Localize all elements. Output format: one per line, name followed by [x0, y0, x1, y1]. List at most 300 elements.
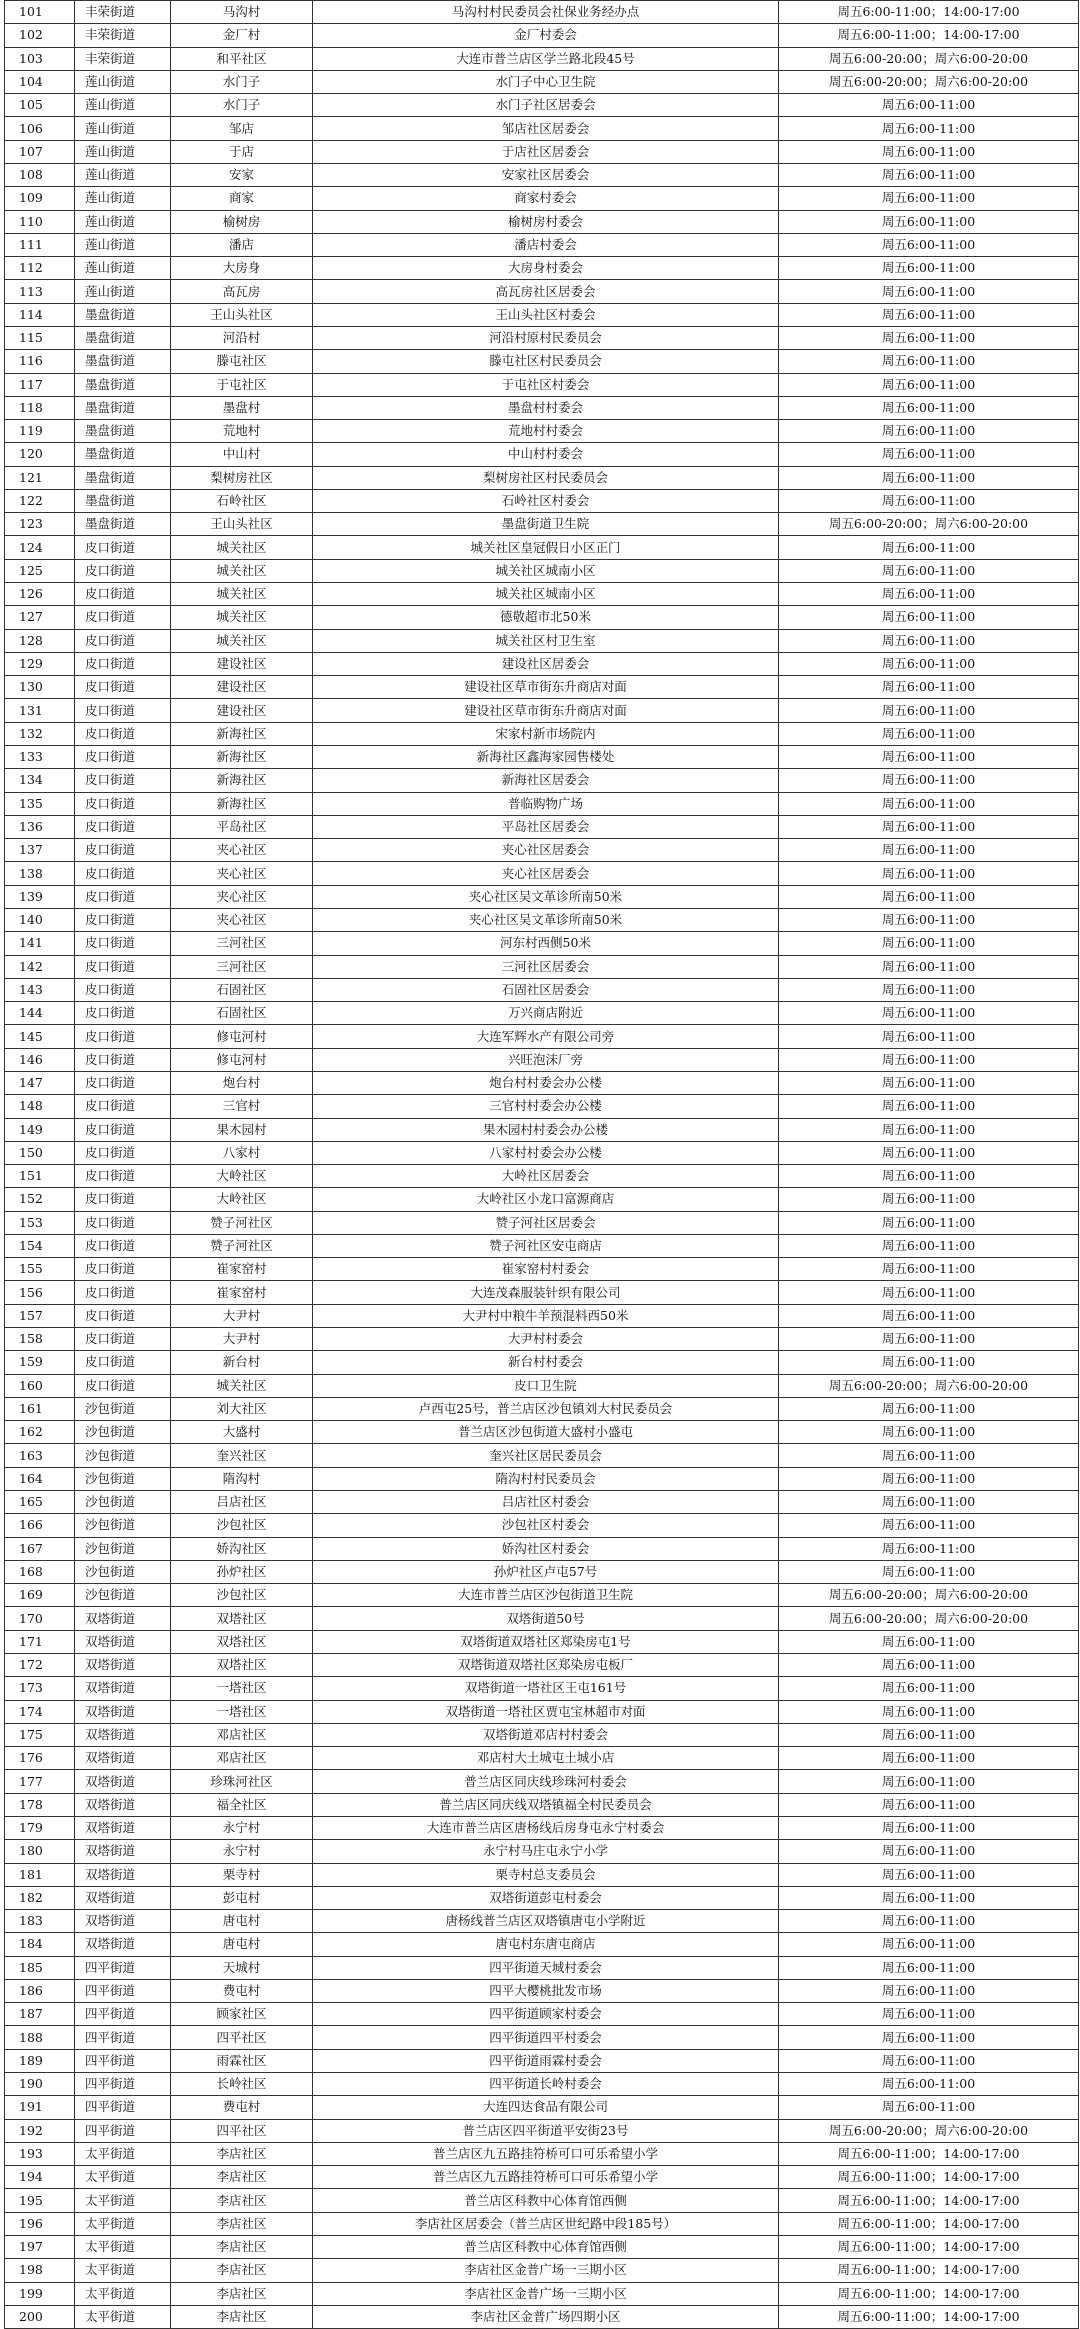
street-name-cell: 莲山街道: [75, 257, 171, 280]
open-hours-cell: 周五6:00-11:00: [779, 1933, 1079, 1956]
table-row: [5, 1, 1079, 24]
street-name-cell: 墨盘街道: [75, 420, 171, 443]
site-location-cell: 马沟村村民委员会社保业务经办点: [313, 1, 779, 24]
row-number-cell: 103: [5, 47, 75, 70]
open-hours-cell: 周五6:00-11:00: [779, 839, 1079, 862]
row-number-cell: 130: [5, 676, 75, 699]
street-name-cell: 双塔街道: [75, 1840, 171, 1863]
row-number-cell: 120: [5, 443, 75, 466]
open-hours-cell: 周五6:00-11:00: [779, 1793, 1079, 1816]
site-location-cell: 普兰店区同庆线珍珠河村委会: [313, 1770, 779, 1793]
table-row: [5, 513, 1079, 536]
open-hours-cell: 周五6:00-20:00；周六6:00-20:00: [779, 70, 1079, 93]
community-name-cell: 沙包社区: [171, 1514, 313, 1537]
community-name-cell: 唐屯村: [171, 1933, 313, 1956]
table-row: [5, 443, 1079, 466]
site-location-cell: 于店社区居委会: [313, 140, 779, 163]
row-number-cell: 184: [5, 1933, 75, 1956]
row-number-cell: 182: [5, 1886, 75, 1909]
site-location-cell: 三河社区居委会: [313, 955, 779, 978]
street-name-cell: 莲山街道: [75, 94, 171, 117]
row-number-cell: 174: [5, 1700, 75, 1723]
row-number-cell: 173: [5, 1677, 75, 1700]
street-name-cell: 墨盘街道: [75, 489, 171, 512]
site-location-cell: 四平街道长岭村委会: [313, 2073, 779, 2096]
site-location-cell: 兴旺泡沫厂旁: [313, 1048, 779, 1071]
street-name-cell: 沙包街道: [75, 1444, 171, 1467]
row-number-cell: 121: [5, 466, 75, 489]
table-row: [5, 233, 1079, 256]
site-location-cell: 大连四达食品有限公司: [313, 2096, 779, 2119]
open-hours-cell: 周五6:00-11:00: [779, 373, 1079, 396]
street-name-cell: 皮口街道: [75, 769, 171, 792]
community-name-cell: 永宁村: [171, 1840, 313, 1863]
open-hours-cell: 周五6:00-11:00: [779, 1863, 1079, 1886]
community-name-cell: 长岭社区: [171, 2073, 313, 2096]
community-name-cell: 大岭社区: [171, 1188, 313, 1211]
community-name-cell: 一塔社区: [171, 1700, 313, 1723]
row-number-cell: 108: [5, 163, 75, 186]
table-row: [5, 559, 1079, 582]
table-row: [5, 1351, 1079, 1374]
row-number-cell: 150: [5, 1141, 75, 1164]
row-number-cell: 140: [5, 908, 75, 931]
community-name-cell: 石岭社区: [171, 489, 313, 512]
row-number-cell: 147: [5, 1071, 75, 1094]
table-row: [5, 2073, 1079, 2096]
site-location-cell: 金厂村委会: [313, 24, 779, 47]
row-number-cell: 171: [5, 1630, 75, 1653]
row-number-cell: 142: [5, 955, 75, 978]
site-location-cell: 滕屯社区村民委员会: [313, 350, 779, 373]
street-name-cell: 皮口街道: [75, 1188, 171, 1211]
community-name-cell: 荒地村: [171, 420, 313, 443]
table-row: [5, 489, 1079, 512]
row-number-cell: 145: [5, 1025, 75, 1048]
site-location-cell: 李店社区居委会（普兰店区世纪路中段185号）: [313, 2212, 779, 2235]
table-row: [5, 2119, 1079, 2142]
street-name-cell: 沙包街道: [75, 1397, 171, 1420]
community-name-cell: 墨盘村: [171, 396, 313, 419]
table-row: [5, 1840, 1079, 1863]
street-name-cell: 皮口街道: [75, 1141, 171, 1164]
row-number-cell: 172: [5, 1653, 75, 1676]
open-hours-cell: 周五6:00-11:00；14:00-17:00: [779, 2236, 1079, 2259]
community-name-cell: 新台村: [171, 1351, 313, 1374]
community-name-cell: 李店社区: [171, 2259, 313, 2282]
site-location-cell: 墨盘街道卫生院: [313, 513, 779, 536]
street-name-cell: 双塔街道: [75, 1630, 171, 1653]
site-location-cell: 万兴商店附近: [313, 1002, 779, 1025]
community-name-cell: 中山村: [171, 443, 313, 466]
site-location-cell: 大尹村中粮牛羊预混料西50米: [313, 1304, 779, 1327]
row-number-cell: 124: [5, 536, 75, 559]
row-number-cell: 200: [5, 2305, 75, 2328]
site-location-cell: 荒地村村委会: [313, 420, 779, 443]
row-number-cell: 199: [5, 2282, 75, 2305]
site-location-cell: 果木园村村委会办公楼: [313, 1118, 779, 1141]
open-hours-cell: 周五6:00-11:00: [779, 1747, 1079, 1770]
street-name-cell: 皮口街道: [75, 1048, 171, 1071]
site-location-cell: 普兰店区科教中心体育馆西侧: [313, 2189, 779, 2212]
row-number-cell: 131: [5, 699, 75, 722]
open-hours-cell: 周五6:00-11:00: [779, 1071, 1079, 1094]
open-hours-cell: 周五6:00-11:00: [779, 1467, 1079, 1490]
table-row: [5, 769, 1079, 792]
site-location-cell: 四平街道四平村委会: [313, 2026, 779, 2049]
open-hours-cell: 周五6:00-11:00: [779, 629, 1079, 652]
row-number-cell: 114: [5, 303, 75, 326]
street-name-cell: 莲山街道: [75, 187, 171, 210]
site-location-cell: 大岭社区小龙口富源商店: [313, 1188, 779, 1211]
row-number-cell: 169: [5, 1584, 75, 1607]
table-row: [5, 466, 1079, 489]
open-hours-cell: 周五6:00-11:00: [779, 699, 1079, 722]
site-location-cell: 炮台村村委会办公楼: [313, 1071, 779, 1094]
open-hours-cell: 周五6:00-11:00: [779, 1840, 1079, 1863]
open-hours-cell: 周五6:00-11:00: [779, 769, 1079, 792]
row-number-cell: 148: [5, 1095, 75, 1118]
open-hours-cell: 周五6:00-11:00: [779, 1770, 1079, 1793]
site-location-cell: 建设社区草市街东升商店对面: [313, 676, 779, 699]
site-location-cell: 邓店村大土城屯土城小店: [313, 1747, 779, 1770]
street-name-cell: 沙包街道: [75, 1467, 171, 1490]
community-name-cell: 赞子河社区: [171, 1211, 313, 1234]
open-hours-cell: 周五6:00-11:00: [779, 1514, 1079, 1537]
table-row: [5, 1886, 1079, 1909]
open-hours-cell: 周五6:00-11:00: [779, 1165, 1079, 1188]
open-hours-cell: 周五6:00-11:00: [779, 1677, 1079, 1700]
community-name-cell: 新海社区: [171, 769, 313, 792]
table-row: [5, 24, 1079, 47]
site-location-cell: 普兰店区同庆线双塔镇福全村民委员会: [313, 1793, 779, 1816]
community-name-cell: 邓店社区: [171, 1723, 313, 1746]
site-location-cell: 普兰店区九五路挂符桥可口可乐希望小学: [313, 2166, 779, 2189]
table-row: [5, 1188, 1079, 1211]
site-location-cell: 娇沟社区村委会: [313, 1537, 779, 1560]
street-name-cell: 太平街道: [75, 2142, 171, 2165]
site-location-cell: 德敬超市北50米: [313, 606, 779, 629]
table-row: [5, 1979, 1079, 2002]
street-name-cell: 四平街道: [75, 2119, 171, 2142]
row-number-cell: 128: [5, 629, 75, 652]
site-location-cell: 普临购物广场: [313, 792, 779, 815]
open-hours-cell: 周五6:00-11:00: [779, 420, 1079, 443]
site-location-cell: 河东村西侧50米: [313, 932, 779, 955]
community-name-cell: 和平社区: [171, 47, 313, 70]
site-location-cell: 李店社区金普广场一三期小区: [313, 2282, 779, 2305]
open-hours-cell: 周五6:00-11:00: [779, 1234, 1079, 1257]
row-number-cell: 101: [5, 1, 75, 24]
site-location-cell: 王山头社区村委会: [313, 303, 779, 326]
open-hours-cell: 周五6:00-20:00；周六6:00-20:00: [779, 1607, 1079, 1630]
community-name-cell: 马沟村: [171, 1, 313, 24]
street-name-cell: 莲山街道: [75, 70, 171, 93]
street-name-cell: 双塔街道: [75, 1723, 171, 1746]
site-location-cell: 潘店村委会: [313, 233, 779, 256]
street-name-cell: 皮口街道: [75, 1351, 171, 1374]
site-location-cell: 于屯社区村委会: [313, 373, 779, 396]
open-hours-cell: 周五6:00-11:00；14:00-17:00: [779, 2189, 1079, 2212]
site-location-cell: 安家社区居委会: [313, 163, 779, 186]
open-hours-cell: 周五6:00-11:00: [779, 908, 1079, 931]
row-number-cell: 158: [5, 1328, 75, 1351]
site-location-cell: 双塔街道50号: [313, 1607, 779, 1630]
street-name-cell: 皮口街道: [75, 1304, 171, 1327]
street-name-cell: 莲山街道: [75, 280, 171, 303]
site-location-cell: 宋家村新市场院内: [313, 722, 779, 745]
table-row: [5, 815, 1079, 838]
site-location-cell: 大连市普兰店区唐杨线后房身屯永宁村委会: [313, 1816, 779, 1839]
community-name-cell: 城关社区: [171, 536, 313, 559]
street-name-cell: 太平街道: [75, 2259, 171, 2282]
open-hours-cell: 周五6:00-11:00: [779, 187, 1079, 210]
site-location-cell: 双塔街道双塔社区郑染房屯1号: [313, 1630, 779, 1653]
open-hours-cell: 周五6:00-11:00: [779, 955, 1079, 978]
street-name-cell: 四平街道: [75, 2026, 171, 2049]
street-name-cell: 皮口街道: [75, 978, 171, 1001]
table-row: [5, 1071, 1079, 1094]
community-name-cell: 城关社区: [171, 583, 313, 606]
site-location-cell: 孙炉社区卢屯57号: [313, 1560, 779, 1583]
open-hours-cell: 周五6:00-11:00: [779, 815, 1079, 838]
community-name-cell: 崔家窑村: [171, 1258, 313, 1281]
row-number-cell: 107: [5, 140, 75, 163]
row-number-cell: 192: [5, 2119, 75, 2142]
community-name-cell: 李店社区: [171, 2282, 313, 2305]
street-name-cell: 皮口街道: [75, 583, 171, 606]
open-hours-cell: 周五6:00-11:00: [779, 466, 1079, 489]
row-number-cell: 126: [5, 583, 75, 606]
table-row: [5, 652, 1079, 675]
table-row: [5, 536, 1079, 559]
site-location-cell: 梨树房社区村民委员会: [313, 466, 779, 489]
open-hours-cell: 周五6:00-11:00: [779, 1979, 1079, 2002]
row-number-cell: 144: [5, 1002, 75, 1025]
open-hours-cell: 周五6:00-11:00: [779, 1956, 1079, 1979]
open-hours-cell: 周五6:00-11:00: [779, 1444, 1079, 1467]
street-name-cell: 皮口街道: [75, 1211, 171, 1234]
community-name-cell: 水门子: [171, 94, 313, 117]
street-name-cell: 太平街道: [75, 2305, 171, 2328]
row-number-cell: 166: [5, 1514, 75, 1537]
open-hours-cell: 周五6:00-11:00: [779, 792, 1079, 815]
open-hours-cell: 周五6:00-20:00；周六6:00-20:00: [779, 1374, 1079, 1397]
street-name-cell: 皮口街道: [75, 1234, 171, 1257]
street-name-cell: 皮口街道: [75, 839, 171, 862]
street-name-cell: 皮口街道: [75, 932, 171, 955]
street-name-cell: 皮口街道: [75, 862, 171, 885]
community-name-cell: 吕店社区: [171, 1491, 313, 1514]
row-number-cell: 188: [5, 2026, 75, 2049]
row-number-cell: 125: [5, 559, 75, 582]
table-row: [5, 2189, 1079, 2212]
community-name-cell: 大岭社区: [171, 1165, 313, 1188]
table-row: [5, 1956, 1079, 1979]
table-row: [5, 2142, 1079, 2165]
table-row: [5, 1560, 1079, 1583]
open-hours-cell: 周五6:00-11:00: [779, 210, 1079, 233]
site-location-cell: 大连市普兰店区沙包街道卫生院: [313, 1584, 779, 1607]
table-row: [5, 1048, 1079, 1071]
open-hours-cell: 周五6:00-11:00: [779, 676, 1079, 699]
table-row: [5, 2096, 1079, 2119]
community-name-cell: 李店社区: [171, 2305, 313, 2328]
site-location-cell: 石固社区居委会: [313, 978, 779, 1001]
site-location-cell: 大尹村村委会: [313, 1328, 779, 1351]
table-row: [5, 1630, 1079, 1653]
row-number-cell: 117: [5, 373, 75, 396]
community-name-cell: 福全社区: [171, 1793, 313, 1816]
open-hours-cell: 周五6:00-11:00: [779, 489, 1079, 512]
row-number-cell: 113: [5, 280, 75, 303]
open-hours-cell: 周五6:00-20:00；周六6:00-20:00: [779, 47, 1079, 70]
row-number-cell: 167: [5, 1537, 75, 1560]
community-name-cell: 于屯社区: [171, 373, 313, 396]
table-row: [5, 1607, 1079, 1630]
row-number-cell: 161: [5, 1397, 75, 1420]
row-number-cell: 159: [5, 1351, 75, 1374]
street-name-cell: 皮口街道: [75, 559, 171, 582]
site-location-cell: 四平街道天城村委会: [313, 1956, 779, 1979]
table-row: [5, 629, 1079, 652]
site-location-cell: 双塔街道一塔社区王屯161号: [313, 1677, 779, 1700]
table-row: [5, 303, 1079, 326]
site-location-cell: 夹心社区居委会: [313, 839, 779, 862]
street-name-cell: 皮口街道: [75, 699, 171, 722]
site-location-cell: 大岭社区居委会: [313, 1165, 779, 1188]
community-name-cell: 王山头社区: [171, 303, 313, 326]
open-hours-cell: 周五6:00-20:00；周六6:00-20:00: [779, 513, 1079, 536]
row-number-cell: 102: [5, 24, 75, 47]
street-name-cell: 沙包街道: [75, 1491, 171, 1514]
table-row: [5, 70, 1079, 93]
open-hours-cell: 周五6:00-11:00: [779, 1723, 1079, 1746]
open-hours-cell: 周五6:00-11:00: [779, 1653, 1079, 1676]
table-row: [5, 1723, 1079, 1746]
row-number-cell: 168: [5, 1560, 75, 1583]
open-hours-cell: 周五6:00-11:00: [779, 2003, 1079, 2026]
table-row: [5, 326, 1079, 349]
site-location-cell: 夹心社区居委会: [313, 862, 779, 885]
community-name-cell: 崔家窑村: [171, 1281, 313, 1304]
open-hours-cell: 周五6:00-11:00；14:00-17:00: [779, 2259, 1079, 2282]
site-location-cell: 中山村村委会: [313, 443, 779, 466]
community-name-cell: 三河社区: [171, 932, 313, 955]
street-name-cell: 皮口街道: [75, 955, 171, 978]
street-name-cell: 皮口街道: [75, 1025, 171, 1048]
table-row: [5, 2026, 1079, 2049]
street-name-cell: 四平街道: [75, 2049, 171, 2072]
community-name-cell: 四平社区: [171, 2119, 313, 2142]
community-name-cell: 榆树房: [171, 210, 313, 233]
open-hours-cell: 周五6:00-11:00: [779, 1700, 1079, 1723]
site-location-cell: 榆树房村委会: [313, 210, 779, 233]
street-name-cell: 墨盘街道: [75, 373, 171, 396]
row-number-cell: 181: [5, 1863, 75, 1886]
site-location-cell: 新台村村委会: [313, 1351, 779, 1374]
open-hours-cell: 周五6:00-11:00；14:00-17:00: [779, 2282, 1079, 2305]
community-name-cell: 大尹村: [171, 1304, 313, 1327]
row-number-cell: 115: [5, 326, 75, 349]
community-name-cell: 双塔社区: [171, 1607, 313, 1630]
site-location-cell: 四平街道雨霖村委会: [313, 2049, 779, 2072]
open-hours-cell: 周五6:00-11:00: [779, 1328, 1079, 1351]
community-name-cell: 夹心社区: [171, 885, 313, 908]
site-location-cell: 商家村委会: [313, 187, 779, 210]
street-name-cell: 太平街道: [75, 2212, 171, 2235]
community-name-cell: 大尹村: [171, 1328, 313, 1351]
table-row: [5, 1793, 1079, 1816]
community-name-cell: 城关社区: [171, 606, 313, 629]
open-hours-cell: 周五6:00-20:00；周六6:00-20:00: [779, 1584, 1079, 1607]
table-row: [5, 117, 1079, 140]
sampling-site-table: [4, 0, 1079, 2329]
site-location-cell: 石岭社区村委会: [313, 489, 779, 512]
street-name-cell: 四平街道: [75, 2003, 171, 2026]
community-name-cell: 刘大社区: [171, 1397, 313, 1420]
table-row: [5, 2212, 1079, 2235]
community-name-cell: 河沿村: [171, 326, 313, 349]
community-name-cell: 三河社区: [171, 955, 313, 978]
table-row: [5, 1211, 1079, 1234]
row-number-cell: 191: [5, 2096, 75, 2119]
community-name-cell: 城关社区: [171, 629, 313, 652]
community-name-cell: 李店社区: [171, 2142, 313, 2165]
community-name-cell: 大盛村: [171, 1421, 313, 1444]
table-row: [5, 2282, 1079, 2305]
open-hours-cell: 周五6:00-11:00: [779, 1048, 1079, 1071]
community-name-cell: 永宁村: [171, 1816, 313, 1839]
street-name-cell: 太平街道: [75, 2166, 171, 2189]
open-hours-cell: 周五6:00-11:00: [779, 606, 1079, 629]
community-name-cell: 商家: [171, 187, 313, 210]
row-number-cell: 110: [5, 210, 75, 233]
table-row: [5, 1234, 1079, 1257]
open-hours-cell: 周五6:00-11:00: [779, 1141, 1079, 1164]
open-hours-cell: 周五6:00-11:00: [779, 233, 1079, 256]
table-row: [5, 1165, 1079, 1188]
community-name-cell: 建设社区: [171, 699, 313, 722]
row-number-cell: 183: [5, 1910, 75, 1933]
community-name-cell: 一塔社区: [171, 1677, 313, 1700]
table-row: [5, 1491, 1079, 1514]
open-hours-cell: 周五6:00-11:00: [779, 1211, 1079, 1234]
street-name-cell: 皮口街道: [75, 1165, 171, 1188]
community-name-cell: 八家村: [171, 1141, 313, 1164]
community-name-cell: 李店社区: [171, 2236, 313, 2259]
table-row: [5, 1514, 1079, 1537]
street-name-cell: 沙包街道: [75, 1584, 171, 1607]
site-location-cell: 双塔街道邓店村村委会: [313, 1723, 779, 1746]
street-name-cell: 四平街道: [75, 2096, 171, 2119]
site-location-cell: 水门子中心卫生院: [313, 70, 779, 93]
community-name-cell: 奎兴社区: [171, 1444, 313, 1467]
street-name-cell: 丰荣街道: [75, 1, 171, 24]
site-location-cell: 三官村村委会办公楼: [313, 1095, 779, 1118]
site-location-cell: 夹心社区吴文革诊所南50米: [313, 885, 779, 908]
open-hours-cell: 周五6:00-11:00；14:00-17:00: [779, 2166, 1079, 2189]
table-row: [5, 908, 1079, 931]
street-name-cell: 丰荣街道: [75, 47, 171, 70]
open-hours-cell: 周五6:00-11:00: [779, 536, 1079, 559]
table-row: [5, 350, 1079, 373]
street-name-cell: 太平街道: [75, 2189, 171, 2212]
street-name-cell: 沙包街道: [75, 1537, 171, 1560]
community-name-cell: 平岛社区: [171, 815, 313, 838]
site-location-cell: 墨盘村村委会: [313, 396, 779, 419]
site-location-cell: 沙包社区村委会: [313, 1514, 779, 1537]
